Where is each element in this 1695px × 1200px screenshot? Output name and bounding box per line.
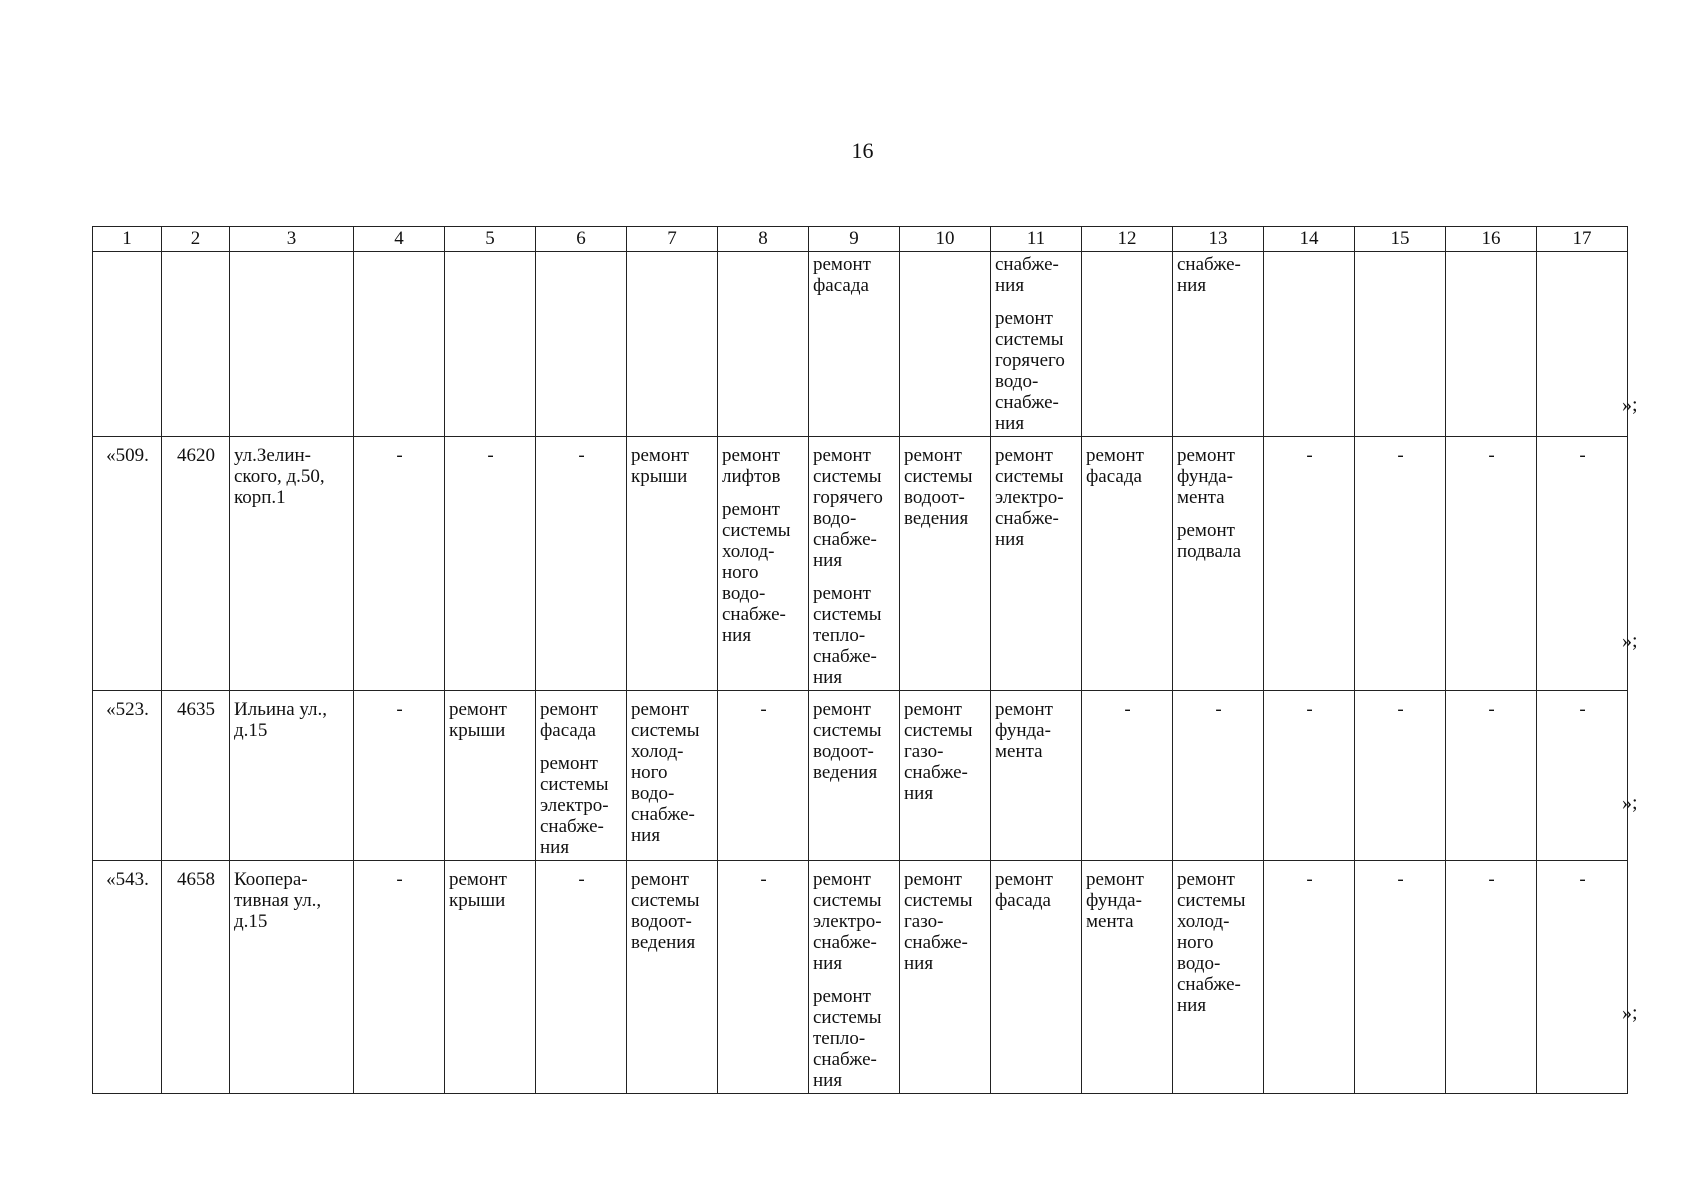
column-header: 5: [445, 227, 536, 252]
column-header: 10: [900, 227, 991, 252]
work-item: ремонт фунда-мента: [1086, 869, 1144, 932]
work-item: ремонт лифтов: [722, 445, 781, 487]
empty-cell-c14: -: [1264, 437, 1355, 691]
work-item: ремонт системы водоот-ведения: [904, 445, 973, 529]
row-number: [93, 252, 162, 437]
work-cell-c8: [718, 437, 809, 691]
empty-dash: -: [760, 869, 767, 890]
work-cell-c12: [1082, 861, 1173, 1094]
work-item: ремонт фасада: [813, 254, 871, 296]
header-row: [93, 227, 1628, 252]
empty-cell-c17: [1537, 252, 1628, 437]
empty-dash: -: [1124, 699, 1131, 720]
column-header: 16: [1446, 227, 1537, 252]
work-item: ремонт системы газо-снабже-ния: [904, 869, 973, 974]
work-cell-c10: [900, 252, 991, 437]
work-item: ремонт фунда-мента: [1177, 445, 1235, 508]
empty-cell-c14: -: [1264, 861, 1355, 1094]
table-row: [93, 861, 1628, 1094]
repair-schedule-table: [92, 226, 1628, 1094]
work-item: ремонт фасада: [540, 699, 598, 741]
column-header: 2: [162, 227, 230, 252]
empty-dash: -: [760, 699, 767, 720]
work-cell-c5: [445, 861, 536, 1094]
column-header: 3: [230, 227, 354, 252]
work-item: ремонт системы холод-ного водо-снабже-ния: [722, 499, 791, 646]
row-number: «523.: [93, 691, 162, 861]
work-cell-c13: [1173, 252, 1264, 437]
work-item: ремонт крыши: [449, 699, 507, 741]
work-cell-c8: [718, 691, 809, 861]
work-cell-c13: [1173, 437, 1264, 691]
work-cell-c11: [991, 691, 1082, 861]
work-cell-c7: [627, 252, 718, 437]
column-header: 14: [1264, 227, 1355, 252]
work-cell-c5: [445, 252, 536, 437]
work-cell-c6: [536, 437, 627, 691]
work-item: ремонт системы водоот-ведения: [813, 699, 882, 783]
work-item: ремонт системы горячего водо-снабже-ния: [995, 308, 1065, 434]
empty-cell-c14: -: [1264, 691, 1355, 861]
work-cell-c4: [354, 691, 445, 861]
address-cell: Ильина ул., д.15: [230, 691, 354, 861]
work-cell-c7: [627, 437, 718, 691]
empty-dash: -: [578, 445, 585, 466]
empty-cell-c16: -: [1446, 691, 1537, 861]
work-cell-c9: [809, 691, 900, 861]
closing-quote-mark: »;: [1622, 394, 1638, 416]
column-header: 12: [1082, 227, 1173, 252]
empty-cell-c16: -: [1446, 437, 1537, 691]
work-cell-c10: [900, 437, 991, 691]
work-cell-c6: [536, 691, 627, 861]
object-code: [162, 252, 230, 437]
work-item: ремонт системы водоот-ведения: [631, 869, 700, 953]
work-item: ремонт системы тепло-снабже-ния: [813, 986, 882, 1091]
column-header: 1: [93, 227, 162, 252]
work-cell-c4: [354, 861, 445, 1094]
work-cell-c9: [809, 861, 900, 1094]
page-number: 16: [851, 138, 874, 163]
empty-dash: -: [1215, 699, 1222, 720]
table-row: [93, 691, 1628, 861]
address-cell: ул.Зелин-ского, д.50, корп.1: [230, 437, 354, 691]
work-item: ремонт крыши: [449, 869, 507, 911]
work-cell-c9: [809, 252, 900, 437]
empty-dash: -: [396, 699, 403, 720]
column-header: 6: [536, 227, 627, 252]
object-code: 4658: [162, 861, 230, 1094]
closing-quote-mark: »;: [1622, 630, 1638, 652]
work-cell-c8: [718, 861, 809, 1094]
column-header: 4: [354, 227, 445, 252]
work-cell-c12: [1082, 691, 1173, 861]
work-cell-c4: [354, 252, 445, 437]
work-cell-c11: [991, 861, 1082, 1094]
column-header: 9: [809, 227, 900, 252]
empty-cell-c16: [1446, 252, 1537, 437]
work-item: ремонт системы тепло-снабже-ния: [813, 583, 882, 688]
empty-cell-c15: [1355, 252, 1446, 437]
work-cell-c10: [900, 861, 991, 1094]
work-cell-c6: [536, 252, 627, 437]
work-cell-c7: [627, 691, 718, 861]
empty-cell-c15: -: [1355, 861, 1446, 1094]
column-header: 13: [1173, 227, 1264, 252]
work-cell-c11: [991, 252, 1082, 437]
address-cell: Коопера-тивная ул., д.15: [230, 861, 354, 1094]
column-header: 11: [991, 227, 1082, 252]
work-cell-c12: [1082, 252, 1173, 437]
work-cell-c5: [445, 437, 536, 691]
row-number: «509.: [93, 437, 162, 691]
column-header: 15: [1355, 227, 1446, 252]
work-item: ремонт крыши: [631, 445, 689, 487]
work-cell-c7: [627, 861, 718, 1094]
column-header: 7: [627, 227, 718, 252]
column-header: 17: [1537, 227, 1628, 252]
work-item: ремонт системы газо-снабже-ния: [904, 699, 973, 804]
column-header: 8: [718, 227, 809, 252]
empty-cell-c17: -: [1537, 691, 1628, 861]
work-item: ремонт фунда-мента: [995, 699, 1053, 762]
row-number: «543.: [93, 861, 162, 1094]
work-item: снабже-ния: [1177, 254, 1241, 296]
work-cell-c5: [445, 691, 536, 861]
empty-cell-c17: -: [1537, 437, 1628, 691]
work-cell-c8: [718, 252, 809, 437]
work-item: ремонт системы горячего водо-снабже-ния: [813, 445, 883, 571]
empty-dash: -: [396, 869, 403, 890]
work-cell-c12: [1082, 437, 1173, 691]
work-item: ремонт фасада: [995, 869, 1053, 911]
work-item: ремонт системы холод-ного водо-снабже-ния: [631, 699, 700, 846]
closing-quote-mark: »;: [1622, 1002, 1638, 1024]
table-row: [93, 437, 1628, 691]
object-code: 4620: [162, 437, 230, 691]
empty-dash: -: [578, 869, 585, 890]
work-cell-c11: [991, 437, 1082, 691]
empty-dash: -: [487, 445, 494, 466]
work-cell-c6: [536, 861, 627, 1094]
work-item: ремонт системы электро-снабже-ния: [813, 869, 882, 974]
empty-cell-c16: -: [1446, 861, 1537, 1094]
table-row: [93, 252, 1628, 437]
work-cell-c13: [1173, 861, 1264, 1094]
work-item: ремонт системы холод-ного водо-снабже-ния: [1177, 869, 1246, 1016]
empty-cell-c14: [1264, 252, 1355, 437]
work-item: ремонт системы электро-снабже-ния: [540, 753, 609, 858]
work-item: ремонт системы электро-снабже-ния: [995, 445, 1064, 550]
work-item: снабже-ния: [995, 254, 1059, 296]
empty-cell-c15: -: [1355, 437, 1446, 691]
work-item: ремонт подвала: [1177, 520, 1242, 562]
empty-dash: -: [396, 445, 403, 466]
work-item: ремонт фасада: [1086, 445, 1144, 487]
empty-cell-c15: -: [1355, 691, 1446, 861]
work-cell-c13: [1173, 691, 1264, 861]
address-cell: [230, 252, 354, 437]
work-cell-c9: [809, 437, 900, 691]
work-cell-c4: [354, 437, 445, 691]
empty-cell-c17: -: [1537, 861, 1628, 1094]
closing-quote-mark: »;: [1622, 792, 1638, 814]
work-cell-c10: [900, 691, 991, 861]
object-code: 4635: [162, 691, 230, 861]
